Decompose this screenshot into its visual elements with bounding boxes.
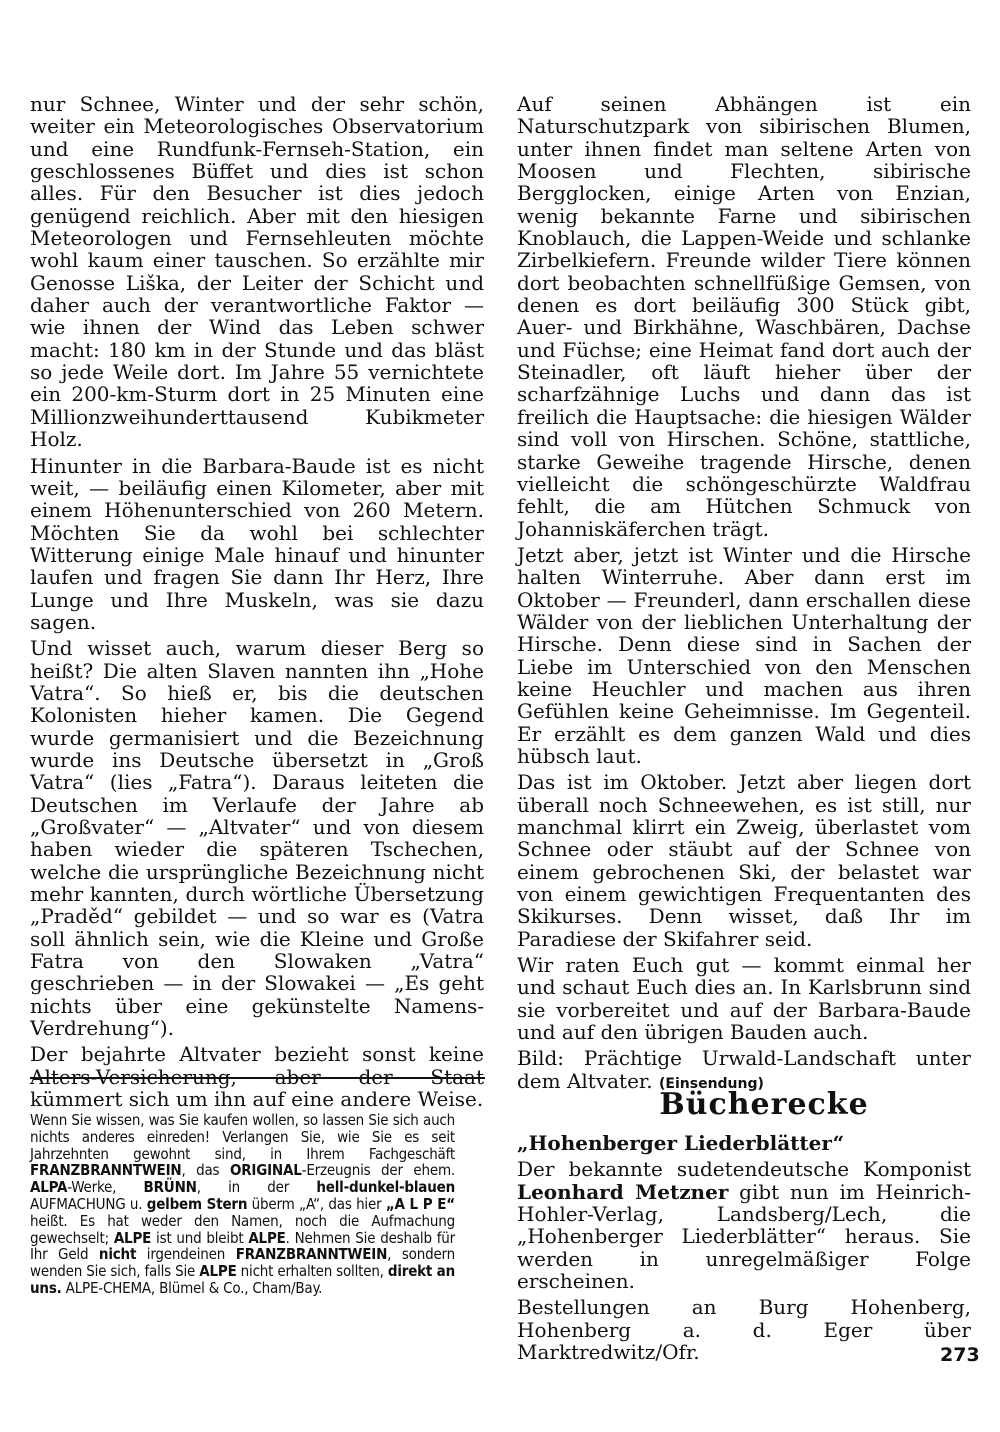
paragraph: Bestellungen an Burg Hohenberg, Hohenberg a. d. Eger über Marktredwitz/Ofr. [517, 1295, 971, 1365]
text: Der bekannte sudetendeutsche Komponist [517, 1157, 971, 1182]
ad-text: heißt. Es hat weder den Namen, noch die Aufmachung gewechselt; [30, 1211, 455, 1247]
ad-text: . Nehmen Sie deshalb für Ihr Geld [30, 1228, 455, 1264]
paragraph: Das ist im Oktober. Jetzt aber liegen dort überall noch Schneewehen, es ist still, nur manchmal klirrt ein Zweig, überlastet vom Schnee oder stäubt auf der Schnee von einem gebrochenen Ski, der belastet war von einem gewichtigen Frequentanten des Skikurses. Denn wisset, daß Ihr im Paradiese der Skifahrer seid. [517, 770, 971, 951]
caption-credit: (Einsendung) [659, 1075, 764, 1092]
ad-text: ist und bleibt [151, 1228, 249, 1247]
ad-bold: BRÜNN [143, 1178, 197, 1197]
ad-bold: nicht [98, 1245, 137, 1264]
ad-text: -Erzeugnis der ehem. [301, 1161, 455, 1180]
caption-text: Bild: Prächtige Urwald-Landschaft unter dem Altvater. [517, 1046, 971, 1093]
ad-text: , in der [196, 1178, 317, 1197]
paragraph [517, 1158, 971, 1292]
ad-bold: FRANZBRANNTWEIN [235, 1245, 388, 1264]
ad-text: ALPE-CHEMA, Blümel & Co., Cham/Bay. [61, 1278, 323, 1297]
ad-bold: ALPE [248, 1228, 286, 1247]
paragraph: Auf seinen Abhängen ist ein Naturschutzpark von sibirischen Blumen, unter ihnen findet man seltene Arten von Moosen und Flechten, sibirische Bergglocken, einige Arten von Enzian, wenig bekannte Farne und sibirischen Knoblauch, die Lappen-Weide und schlanke Zirbelkiefern. Freunde wilder Tiere können dort beobachten schnellfüßige Gemsen, von denen es dort beiläufig 300 Stück gibt, Auer- und Birkhähne, Waschbären, Dachse und Füchse; eine Heimat fand dort auch der Steinadler, oft läuft hieher über der scharfzähnige Luchs und dann das ist freilich die Hauptsache: die hiesigen Wälder sind voll von Hirschen. Schöne, stattliche, starke Geweihe tragende Hirsche, denen vielleicht die schöngeschürzte Waldfrau fehlt, die am Hütchen Schmuck von Johanniskäferchen trägt. [517, 92, 971, 541]
ad-text: überm „A“, das hier [247, 1194, 386, 1213]
ad-bold: direkt an uns. [30, 1262, 455, 1297]
ad-text: irgendeinen [136, 1245, 236, 1264]
ad-text: , sondern wenden Sie sich, falls Sie [30, 1245, 455, 1281]
books-section [517, 1080, 971, 1367]
right-column [517, 93, 971, 1099]
paragraph: Und wisset auch, warum dieser Berg so heißt? Die alten Slaven nannten ihn „Hohe Vatra“. So hieß er, bis die deutschen Kolonisten hieher kamen. Die Gegend wurde germanisiert und die Bezeichnung wurde ins Deutsche übersetzt in „Groß Vatra“ (lies „Fatra“). Daraus leiteten die Deutschen im Verlaufe der Jahre ab „Großvater“ — „Altvater“ und von diesem haben wieder die späteren Tschechen, welche die ursprüngliche Bezeichnung nicht mehr kannten, durch wörtliche Übersetzung „Praděd“ gebildet — und so war es (Vatra soll ähnlich sein, wie die Kleine und Große Fatra von den Slowaken „Vatra“ geschrieben — in der Slowakei — „Es geht nichts über eine gekünstelte Namens-Verdrehung“). [30, 636, 484, 1041]
ad-bold: ALPA [30, 1178, 68, 1197]
page-number: 273 [940, 1344, 980, 1366]
paragraph: Wir raten Euch gut — kommt einmal her und schaut Euch dies an. In Karlsbrunn sind sie vorbereitet und auf der Barbara-Baude und auf den übrigen Bauden auch. [517, 953, 971, 1045]
ad-text: AUFMACHUNG u. [30, 1194, 147, 1213]
advertisement [30, 1112, 455, 1297]
paragraph: nur Schnee, Winter und der sehr schön, weiter ein Meteorologisches Observatorium und eine Rundfunk-Fernseh-Station, ein geschlossenes Büffet und dies ist schon alles. Für den Besucher ist dies jedoch genügend reichlich. Aber mit den hiesigen Meteorologen und Fernsehleuten möchte wohl kaum einer tauschen. So erzählte mir Genosse Liška, der Leiter der Schicht und daher auch der verantwortliche Faktor — wie ihnen der Wind das Leben schwer macht: 180 km in der Stunde und das bläst so jede Weile dort. Im Jahre 55 vernichtete ein 200-km-Sturm dort in 25 Minuten eine Millionzweihunderttausend Kubikmeter Holz. [30, 92, 484, 452]
ad-bold: ORIGINAL [229, 1161, 302, 1180]
ad-text: -Werke, [67, 1178, 144, 1197]
ad-bold: „A L P E“ [385, 1194, 455, 1213]
paragraph: Hinunter in die Barbara-Baude ist es nicht weit, — beiläufig einen Kilometer, aber mit einem Höhenunterschied von 260 Metern. Möchten Sie da wohl bei schlechter Witterung einige Male hinauf und hinunter laufen und fragen Sie dann Ihr Herz, Ihre Lunge und Ihre Muskeln, was sie dazu sagen. [30, 453, 484, 634]
left-column [30, 93, 484, 1114]
section-divider [30, 1077, 485, 1079]
ad-text: , das [181, 1161, 230, 1180]
paragraph: Jetzt aber, jetzt ist Winter und die Hirsche halten Winterruhe. Aber dann erst im Oktober — Freunderl, dann erschallen diese Wälder von der lieblichen Unterhaltung der Hirsche. Denn diese sind in Sachen der Liebe im Unterschied von den Menschen keine Heuchler und machen aus ihren Gefühlen keine Geheimnisse. Im Gegenteil. Er erzählt es dem ganzen Wald und dies hübsch laut. [517, 542, 971, 768]
ad-bold: gelbem Stern [146, 1194, 248, 1213]
ad-bold: ALPE [199, 1262, 237, 1281]
ad-bold: FRANZBRANNTWEIN [30, 1161, 182, 1180]
text: gibt nun im Heinrich-Hohler-Verlag, Landsberg/Lech, die „Hohenberger Liederblätter“ heraus. Sie werden in unregelmäßiger Folge erscheinen. [517, 1179, 971, 1294]
ad-text: Wenn Sie wissen, was Sie kaufen wollen, so lassen Sie sich auch nichts anderes einreden! Verlangen Sie, wie Sie es seit Jahrzehnten gewohnt sind, in Ihrem Fachgeschäft [30, 1111, 455, 1163]
paragraph: Der bejahrte Altvater bezieht sonst keine Alters-Versicherung, aber der Staat kümmert sich um ihn auf eine andere Weise. [30, 1042, 484, 1112]
section-title: Bücherecke [659, 1087, 869, 1122]
ad-text: nicht erhalten sollten, [236, 1262, 388, 1281]
author-name: Leonhard Metzner [517, 1179, 729, 1204]
section-subtitle: „Hohenberger Liederblätter“ [517, 1131, 845, 1155]
ad-bold: hell-dunkel-blauen [316, 1178, 455, 1197]
ad-bold: ALPE [113, 1228, 152, 1247]
